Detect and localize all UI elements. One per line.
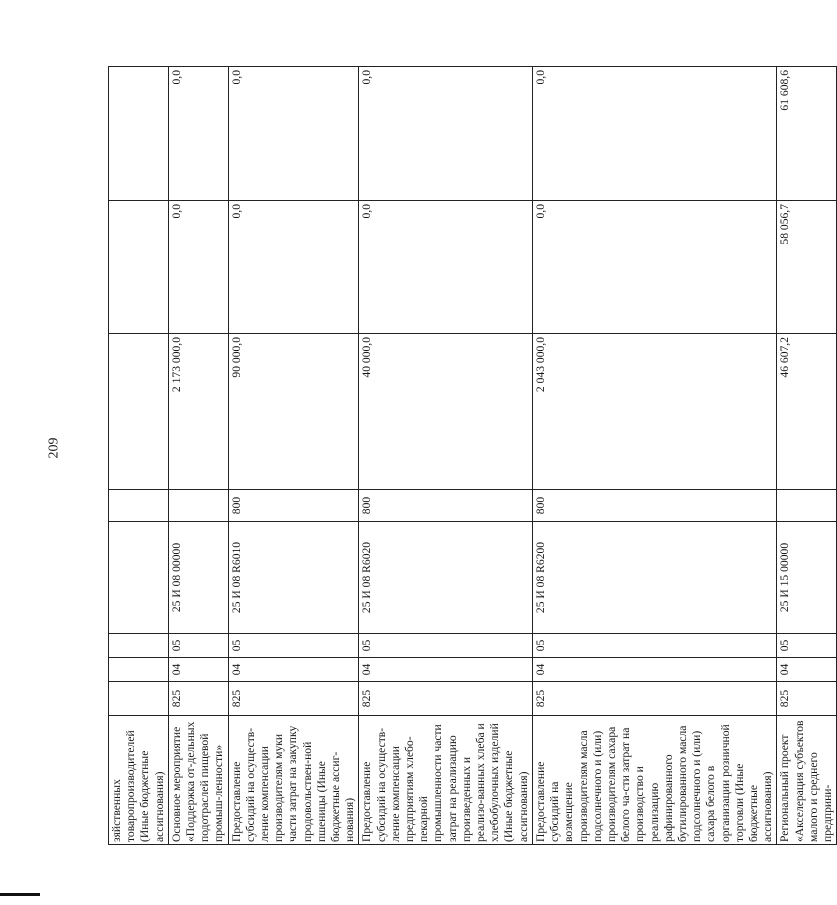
table-row: [532, 67, 776, 845]
cell-section: 04: [777, 658, 837, 682]
cell-target-article: 25 И 15 00000: [777, 522, 837, 634]
cell-subsection: 05: [359, 634, 532, 658]
table-row: [168, 67, 228, 845]
cell-subsection: 05: [532, 634, 776, 658]
cell-amount-year-1: 46 607,2: [777, 334, 837, 490]
cell-expense-kind: 800: [228, 490, 359, 522]
cell-expense-kind: [777, 490, 837, 522]
cell-amount-year-3: 0,0: [228, 67, 359, 201]
cell-amount-year-1: 2 043 000,0: [532, 334, 776, 490]
cell-amount-year-3: 0,0: [359, 67, 532, 201]
cell-target-article: [109, 522, 169, 634]
cell-target-article: 25 И 08 00000: [168, 522, 228, 634]
table-row: [109, 67, 169, 845]
rotated-table-container: [108, 67, 834, 845]
cell-amount-year-2: 58 056,7: [777, 201, 837, 334]
cell-subsection: 05: [228, 634, 359, 658]
cell-admin-code: 825: [532, 682, 776, 716]
cell-expense-kind: 800: [532, 490, 776, 522]
cell-amount-year-2: 0,0: [228, 201, 359, 334]
cell-amount-year-3: 0,0: [532, 67, 776, 201]
cell-description: Региональный проект «Акселерация субъектов малого и среднего предприни-: [777, 716, 837, 845]
cell-target-article: 25 И 08 R6020: [359, 522, 532, 634]
cell-section: 04: [532, 658, 776, 682]
table-row: [359, 67, 532, 845]
cell-expense-kind: [168, 490, 228, 522]
cell-description: Основное мероприятие «Поддержка от-дельных подотраслей пищевой промыш-ленности»: [168, 716, 228, 845]
cell-amount-year-2: 0,0: [168, 201, 228, 334]
cell-amount-year-3: 61 608,6: [777, 67, 837, 201]
cell-target-article: 25 И 08 R6010: [228, 522, 359, 634]
cell-amount-year-1: 40 000,0: [359, 334, 532, 490]
cell-amount-year-1: 90 000,0: [228, 334, 359, 490]
cell-subsection: 05: [777, 634, 837, 658]
cell-description: Предоставление субсидий на осуществ-ление компенсации производителям муки части затрат на закупку продовольствен-ной пшеницы (Иные бюджетные ассиг-нования): [228, 716, 359, 845]
cell-section: 04: [168, 658, 228, 682]
table-row: [228, 67, 359, 845]
cell-target-article: 25 И 08 R6200: [532, 522, 776, 634]
cell-expense-kind: 800: [359, 490, 532, 522]
budget-table: [108, 66, 837, 845]
cell-admin-code: [109, 682, 169, 716]
table-body: [109, 67, 837, 845]
page-number: 209: [46, 437, 62, 459]
cell-section: 04: [228, 658, 359, 682]
cell-amount-year-3: 0,0: [168, 67, 228, 201]
cell-expense-kind: [109, 490, 169, 522]
scan-edge-mark: [0, 893, 40, 896]
cell-admin-code: 825: [168, 682, 228, 716]
table-row: [777, 67, 837, 845]
cell-admin-code: 825: [777, 682, 837, 716]
cell-section: [109, 658, 169, 682]
cell-amount-year-2: 0,0: [532, 201, 776, 334]
cell-admin-code: 825: [359, 682, 532, 716]
cell-section: 04: [359, 658, 532, 682]
cell-subsection: 05: [168, 634, 228, 658]
cell-admin-code: 825: [228, 682, 359, 716]
cell-description: Предоставление субсидий на осуществ-ление компенсации предприятиям хлебо-пекарной промышленности части затрат на реализацию произведенных и реализо-ванных хлеба и хлебобулочных изделий (Иные бюджетные ассигнования): [359, 716, 532, 845]
cell-amount-year-3: [109, 67, 169, 201]
cell-amount-year-2: [109, 201, 169, 334]
cell-amount-year-1: 2 173 000,0: [168, 334, 228, 490]
cell-description: зяйственных товаропроизводителей (Иные бюджетные ассигнования): [109, 716, 169, 845]
cell-description: Предоставление субсидий на возмещение производителям масла подсолнечного и (или) производителям сахара белого ча-сти затрат на производство и реализацию рафинированного бутилированного масла подсолнечного и (или) сахара белого в организации розничной торговли (Иные бюджетные ассигнования): [532, 716, 776, 845]
cell-subsection: [109, 634, 169, 658]
cell-amount-year-2: 0,0: [359, 201, 532, 334]
cell-amount-year-1: [109, 334, 169, 490]
